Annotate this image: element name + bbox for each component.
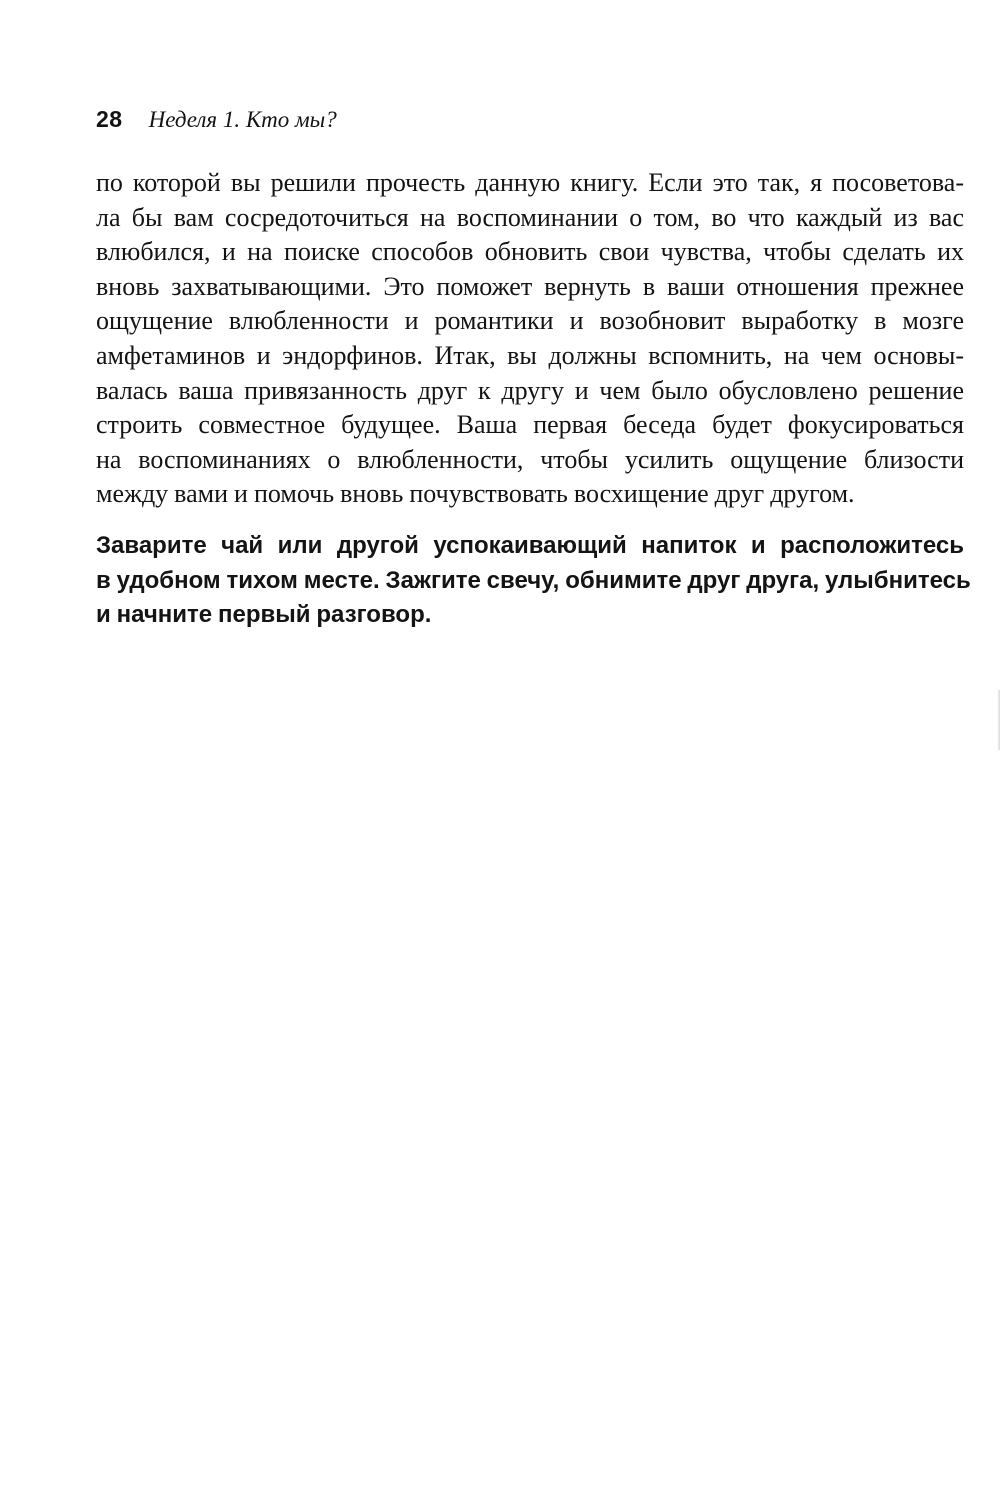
bold-instruction-paragraph bbox=[96, 529, 971, 633]
text-line: ощущение влюбленности и романтики и возобновит выработку в мозге bbox=[96, 306, 964, 336]
running-header bbox=[96, 106, 337, 142]
chapter-title: Неделя 1. Кто мы? bbox=[148, 107, 337, 132]
text-line: Заварите чай или другой успокаивающий напиток и расположитесь bbox=[96, 532, 964, 559]
text-line: амфетаминов и эндорфинов. Итак, вы должны вспомнить, на чем основы- bbox=[96, 340, 964, 370]
text-line: между вами и помочь вновь почувствовать восхищение друг другом. bbox=[96, 479, 855, 509]
text-line: в удобном тихом месте. Зажгите свечу, обнимите друг друга, улыбнитесь bbox=[96, 566, 971, 594]
page-number: 28 bbox=[96, 106, 123, 132]
text-line: валась ваша привязанность друг к другу и чем было обусловлено решение bbox=[96, 375, 964, 405]
text-line: вновь захватывающими. Это поможет вернуть в ваши отношения прежнее bbox=[96, 271, 964, 301]
text-line: строить совместное будущее. Ваша первая беседа будет фокусироваться bbox=[96, 410, 964, 440]
text-line: на воспоминаниях о влюбленности, чтобы усилить ощущение близости bbox=[96, 444, 964, 474]
text-line: и начните первый разговор. bbox=[96, 601, 432, 629]
body-paragraph bbox=[96, 166, 964, 512]
text-line: по которой вы решили прочесть данную книгу. Если это так, я посоветова- bbox=[96, 168, 964, 197]
text-line: ла бы вам сосредоточиться на воспоминании о том, во что каждый из вас bbox=[96, 202, 964, 232]
text-line: влюбился, и на поиске способов обновить свои чувства, чтобы сделать их bbox=[96, 237, 964, 267]
